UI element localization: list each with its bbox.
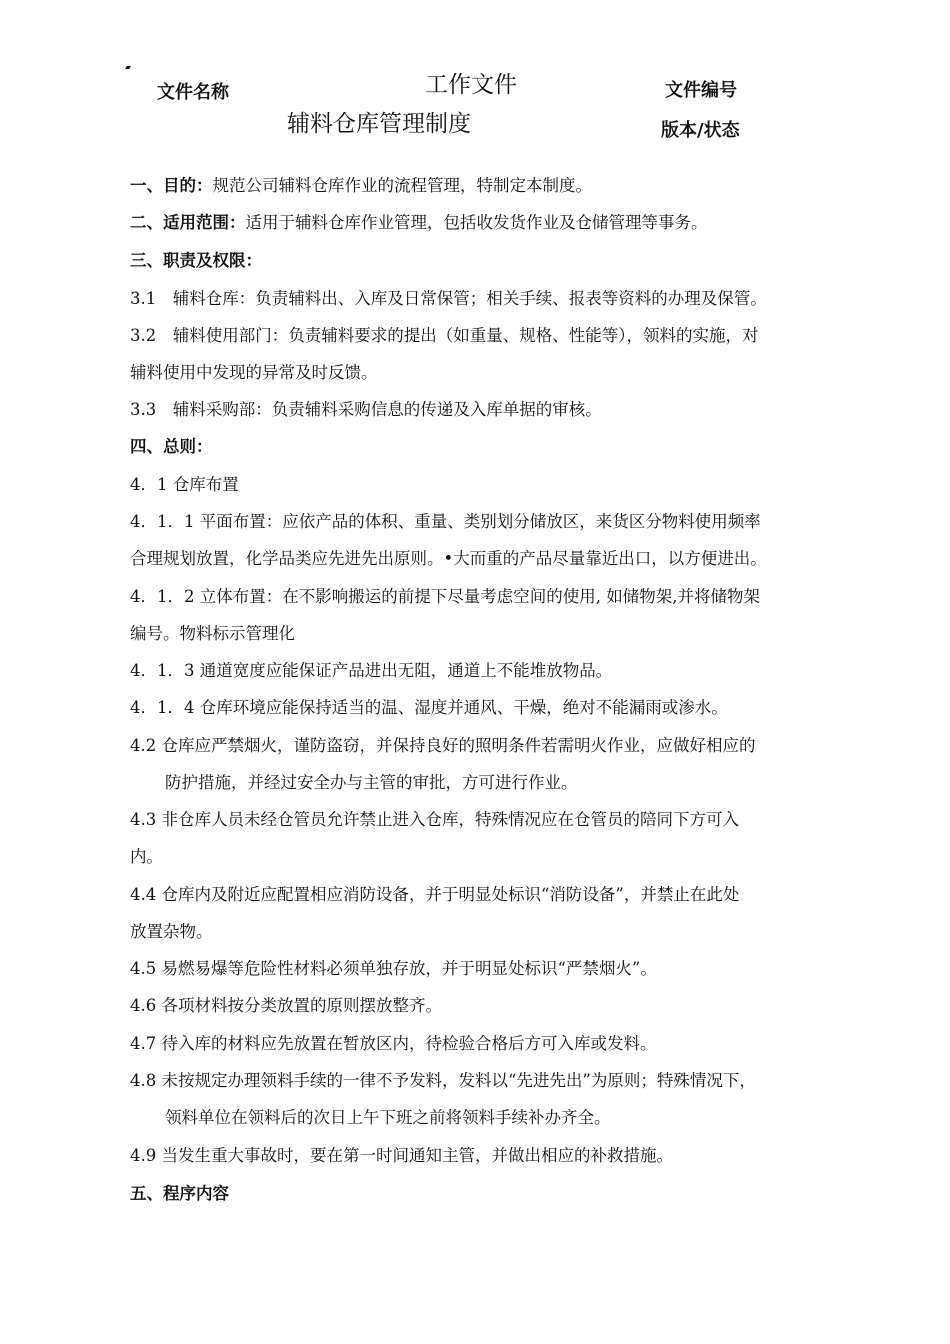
section-heading: 五、程序内容 (130, 1184, 229, 1203)
section-scope (130, 212, 708, 234)
paragraph: 防护措施，并经过安全办与主管的审批，方可进行作业。 (165, 773, 578, 792)
paragraph: 3.2 辅料使用部门：负责辅料要求的提出（如重量、规格、性能等），领料的实施，对 (130, 326, 759, 345)
paragraph: 4．1．4 仓库环境应能保持适当的温、湿度并通风、干燥，绝对不能漏雨或渗水。 (130, 698, 728, 717)
paragraph: 4.7 待入库的材料应先放置在暂放区内，待检验合格后方可入库或发料。 (130, 1034, 657, 1053)
page-title: 辅料仓库管理制度 (287, 111, 471, 137)
paragraph: 4.8 未按规定办理领料手续的一律不予发料，发料以“先进先出”为原则；特殊情况下， (130, 1071, 756, 1090)
paragraph: 领料单位在领料后的次日上午下班之前将领料手续补办齐全。 (165, 1108, 611, 1127)
doc-type: 工作文件 (425, 72, 517, 98)
paragraph: 4.2 仓库应严禁烟火，谨防盗窃，并保持良好的照明条件若需明火作业，应做好相应的 (130, 736, 756, 755)
paragraph: 3.3 辅料采购部：负责辅料采购信息的传递及入库单据的审核。 (130, 400, 602, 419)
paragraph: 4．1．1 平面布置：应依产品的体积、重量、类别划分储放区，来货区分物料使用频率 (130, 512, 761, 531)
section-purpose (130, 175, 592, 197)
section-heading: 三、职责及权限： (130, 251, 262, 270)
paragraph: 4.9 当发生重大事故时，要在第一时间通知主管，并做出相应的补救措施。 (130, 1146, 673, 1165)
file-no-label: 文件编号 (665, 80, 737, 101)
paragraph: 4．1．3 通道宽度应能保证产品进出无阻，通道上不能堆放物品。 (130, 661, 613, 680)
section-heading: 一、目的： (130, 176, 213, 195)
version-label: 版本/状态 (661, 120, 740, 141)
paragraph: 内。 (130, 847, 163, 866)
section-text: 适用于辅料仓库作业管理，包括收发货作业及仓储管理等事务。 (245, 213, 708, 232)
section-text: 规范公司辅料仓库作业的流程管理，特制定本制度。 (212, 176, 592, 195)
paragraph: 4.4 仓库内及附近应配置相应消防设备，并于明显处标识“消防设备”，并禁止在此处 (130, 885, 740, 904)
section-heading: 四、总则： (130, 437, 213, 456)
corner-mark (125, 66, 131, 69)
paragraph: 4．1．2 立体布置：在不影响搬运的前提下尽量考虑空间的使用, 如储物架,并将储物架 (130, 587, 760, 606)
paragraph: 合理规划放置，化学品类应先进先出原则。•大而重的产品尽量靠近出口，以方便进出。 (130, 549, 767, 568)
paragraph: 4.5 易燃易爆等危险性材料必须单独存放，并于明显处标识“严禁烟火”。 (130, 959, 657, 978)
paragraph: 4.6 各项材料按分类放置的原则摆放整齐。 (130, 996, 442, 1015)
paragraph: 4．1 仓库布置 (130, 475, 239, 494)
section-heading: 二、适用范围： (130, 213, 246, 232)
paragraph: 放置杂物。 (130, 922, 213, 941)
paragraph: 编号。物料标示管理化 (130, 624, 295, 643)
paragraph: 3.1 辅料仓库：负责辅料出、入库及日常保管；相关手续、报表等资料的办理及保管。 (130, 289, 767, 308)
file-name-label: 文件名称 (157, 82, 229, 103)
paragraph: 辅料使用中发现的异常及时反馈。 (130, 363, 378, 382)
paragraph: 4.3 非仓库人员未经仓管员允许禁止进入仓库，特殊情况应在仓管员的陪同下方可入 (130, 810, 739, 829)
